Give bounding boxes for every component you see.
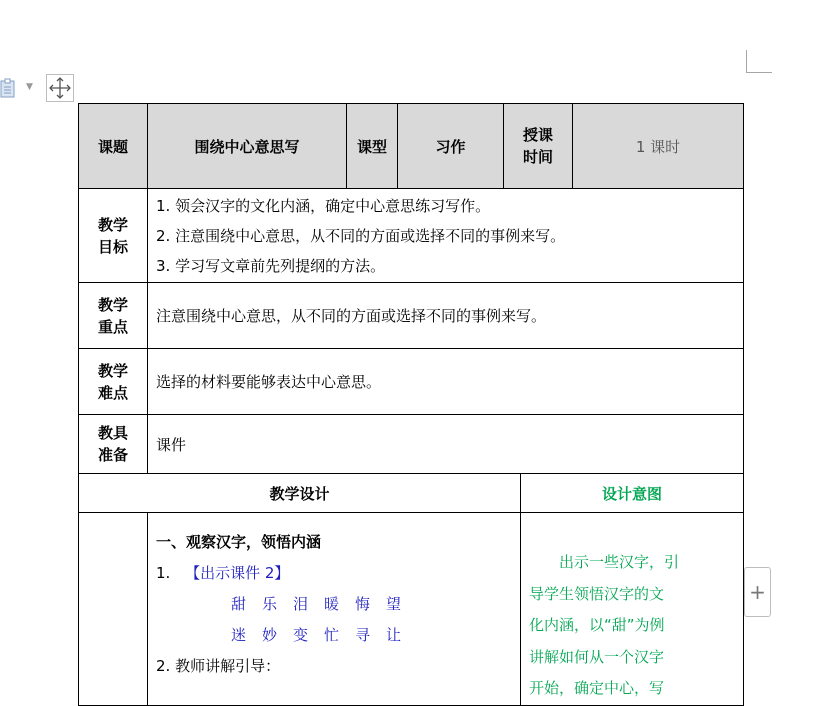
topic-label: 课题 xyxy=(79,104,148,189)
materials-value: 课件 xyxy=(148,415,744,474)
char: 望 xyxy=(386,595,402,613)
objective-item: 3. 学习写文章前先列提纲的方法。 xyxy=(156,256,386,275)
objectives-content xyxy=(148,189,744,283)
objectives-label xyxy=(79,189,148,283)
difficulties-label xyxy=(79,349,148,415)
plus-icon: + xyxy=(749,580,766,604)
move-table-icon xyxy=(47,75,73,101)
step-2: 2. 教师讲解引导： xyxy=(156,657,281,675)
type-label: 课型 xyxy=(347,104,398,189)
hours-label-line2: 时间 xyxy=(523,148,554,166)
design-header-row xyxy=(79,474,744,513)
page-corner-mark-horizontal xyxy=(746,72,772,73)
char: 寻 xyxy=(355,626,371,644)
objectives-row xyxy=(79,189,744,283)
intent-line: 出示一些汉字，引 xyxy=(529,553,680,571)
intent-line: 导学生领悟汉字的文 xyxy=(529,584,665,603)
page-corner-mark-vertical xyxy=(746,50,747,73)
objective-item: 1. 领会汉字的文化内涵，确定中心意思练习写作。 xyxy=(156,196,491,215)
materials-label xyxy=(79,415,148,474)
courseware-link[interactable]: 【出示课件 2】 xyxy=(185,564,290,582)
hours-label-line1: 授课 xyxy=(523,126,554,144)
intent-line: 开始，确定中心，写 xyxy=(529,679,665,697)
char: 让 xyxy=(386,626,402,644)
materials-label-line2: 准备 xyxy=(97,446,128,464)
chevron-down-icon[interactable]: ▼ xyxy=(26,82,33,92)
difficulties-label-line1: 教学 xyxy=(97,361,128,380)
design-empty-cell xyxy=(79,513,148,706)
move-table-handle[interactable] xyxy=(46,74,74,102)
char: 乐 xyxy=(262,595,278,613)
char: 迷 xyxy=(231,626,247,644)
char: 妙 xyxy=(262,626,278,644)
difficulties-label-line2: 难点 xyxy=(97,383,128,402)
hours-label xyxy=(504,104,573,189)
hours-value: 1 课时 xyxy=(573,104,744,189)
objective-item: 2. 注意围绕中心意思，从不同的方面或选择不同的事例来写。 xyxy=(156,226,566,245)
key-points-row xyxy=(79,283,744,349)
paste-options-icon[interactable] xyxy=(0,78,22,100)
lesson-plan-table xyxy=(78,103,744,706)
header-row xyxy=(79,104,744,189)
intent-header: 设计意图 xyxy=(521,474,744,513)
difficulties-row xyxy=(79,349,744,415)
key-points-label-line2: 重点 xyxy=(97,317,128,336)
intent-line: 讲解如何从一个汉字 xyxy=(529,647,665,666)
section-title: 一、观察汉字，领悟内涵 xyxy=(156,533,322,551)
chars-row-2 xyxy=(156,620,520,651)
char: 悔 xyxy=(355,595,371,613)
step-1-number: 1. xyxy=(156,564,171,582)
design-content xyxy=(148,513,521,706)
design-row xyxy=(79,513,744,706)
char: 暖 xyxy=(324,595,340,613)
key-points-label xyxy=(79,283,148,349)
materials-label-line1: 教具 xyxy=(97,424,128,442)
key-points-value: 注意围绕中心意思，从不同的方面或选择不同的事例来写。 xyxy=(148,283,744,349)
char: 甜 xyxy=(231,595,247,613)
intent-line: 化内涵，以“甜”为例 xyxy=(529,616,665,634)
materials-row xyxy=(79,415,744,474)
objectives-label-line1: 教学 xyxy=(97,215,128,234)
char: 泪 xyxy=(293,595,309,613)
add-row-button[interactable] xyxy=(744,567,771,617)
topic-value: 围绕中心意思写 xyxy=(148,104,347,189)
intent-content xyxy=(521,513,744,706)
step-1 xyxy=(156,558,520,589)
char: 变 xyxy=(293,626,309,644)
key-points-label-line1: 教学 xyxy=(97,295,128,314)
difficulties-value: 选择的材料要能够表达中心意思。 xyxy=(148,349,744,415)
objectives-label-line2: 目标 xyxy=(97,237,128,256)
type-value: 习作 xyxy=(398,104,504,189)
char: 忙 xyxy=(324,626,340,644)
chars-row-1 xyxy=(156,589,520,620)
design-header: 教学设计 xyxy=(79,474,521,513)
